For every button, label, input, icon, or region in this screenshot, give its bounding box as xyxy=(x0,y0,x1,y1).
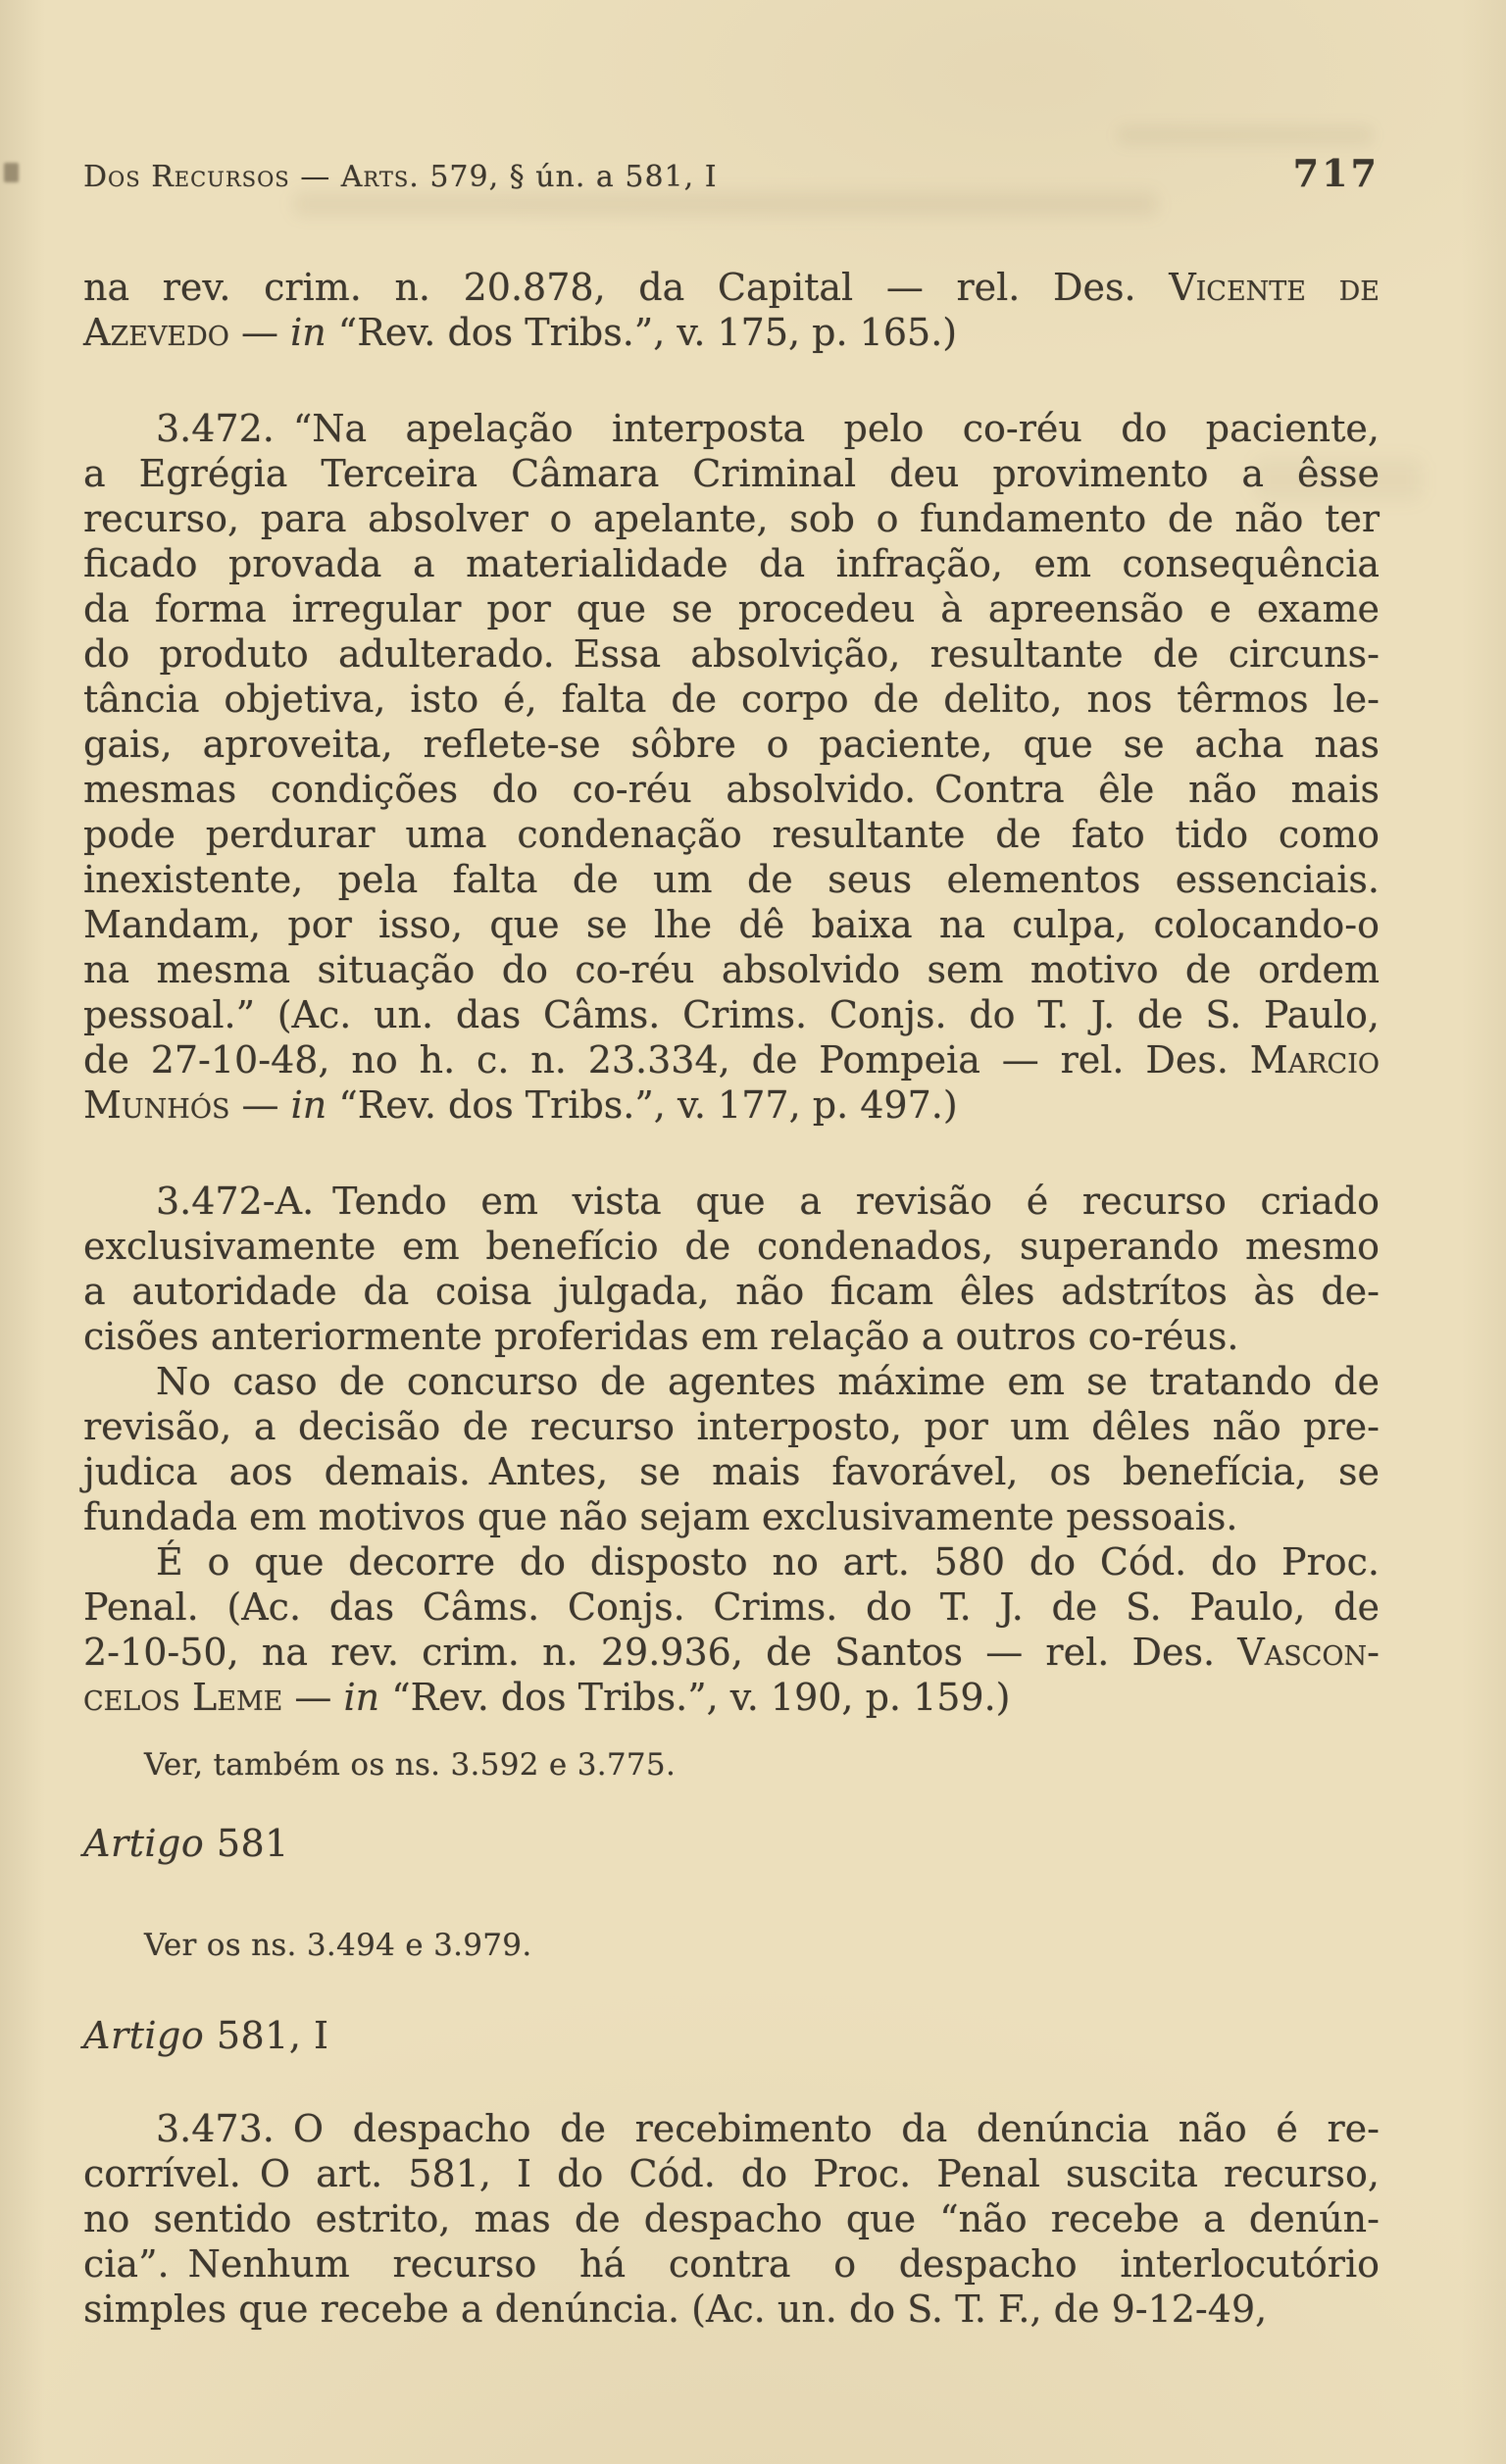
text-line xyxy=(83,1269,1380,1314)
text-segment: no sentido estrito, mas de despacho que “não recebe a denún- xyxy=(83,2197,1380,2240)
text-line xyxy=(83,1224,1380,1269)
text-segment: 581, I xyxy=(204,2014,329,2057)
paragraph-continuation xyxy=(83,265,1380,355)
text-line xyxy=(83,1675,1380,1720)
text-line xyxy=(83,722,1380,767)
text-line xyxy=(83,406,1380,451)
italic-text: Artigo xyxy=(83,2014,205,2057)
text-segment: 3.472-A. Tendo em vista que a revisão é recurso criado xyxy=(156,1180,1380,1223)
text-segment: — xyxy=(228,311,291,354)
scan-artifact xyxy=(4,163,19,182)
text-segment: — xyxy=(229,1083,291,1127)
smallcaps-text: Vascon- xyxy=(1237,1631,1380,1674)
text-segment: recurso, para absolver o apelante, sob o fundamento de não ter xyxy=(83,497,1380,540)
smallcaps-text: Dos Recursos xyxy=(83,160,290,194)
text-line xyxy=(83,1082,1380,1128)
text-segment: mesmas condições do co-réu absolvido. Contra êle não mais xyxy=(83,768,1380,811)
text-segment: É o que decorre do disposto no art. 580 do Cód. do Proc. xyxy=(156,1540,1380,1584)
text-line xyxy=(83,947,1380,992)
smallcaps-text: celos Leme xyxy=(83,1676,283,1719)
text-segment: “Rev. dos Tribs.”, v. 177, p. 497.) xyxy=(326,1083,958,1127)
text-line xyxy=(83,2151,1380,2196)
text-segment: do produto adulterado. Essa absolvição, resultante de circuns- xyxy=(83,632,1380,676)
paragraph-3473 xyxy=(83,2106,1380,2332)
text-line xyxy=(83,2287,1380,2332)
text-segment: 579, § ún. a 581, I xyxy=(419,160,718,194)
text-line xyxy=(83,1404,1380,1449)
text-line xyxy=(83,1037,1380,1082)
paragraph-3472-A xyxy=(83,1179,1380,1720)
italic-text: in xyxy=(290,1083,327,1127)
text-segment: a Egrégia Terceira Câmara Criminal deu provimento a êsse xyxy=(83,452,1380,495)
text-segment: corrível. O art. 581, I do Cód. do Proc. Penal suscita recurso, xyxy=(83,2152,1380,2195)
text-line xyxy=(83,1584,1380,1630)
text-line xyxy=(83,451,1380,496)
article-581-i-heading xyxy=(83,2012,1380,2059)
text-line xyxy=(83,631,1380,677)
text-segment: Mandam, por isso, que se lhe dê baixa na culpa, colocando-o xyxy=(83,903,1380,946)
text-line xyxy=(83,1179,1380,1224)
text-segment: simples que recebe a denúncia. (Ac. un. do S. T. F., de 9-12-49, xyxy=(83,2288,1268,2331)
text-segment: revisão, a decisão de recurso interposto, por um dêles não pre- xyxy=(83,1405,1380,1448)
text-line xyxy=(83,496,1380,541)
italic-text: in xyxy=(290,311,326,354)
text-segment: a autoridade da coisa julgada, não ficam êles adstrítos às de- xyxy=(83,1270,1380,1313)
text-segment: inexistente, pela falta de um de seus elementos essenciais. xyxy=(83,858,1380,901)
text-segment: cia”. Nenhum recurso há contra o despacho interlocutório xyxy=(83,2242,1380,2286)
text-line xyxy=(83,265,1380,310)
page-content xyxy=(83,0,1380,2332)
text-segment: gais, aproveita, reflete-se sôbre o paciente, que se acha nas xyxy=(83,723,1380,766)
text-line xyxy=(83,677,1380,722)
text-line xyxy=(83,2106,1380,2151)
text-line xyxy=(83,1449,1380,1494)
text-line xyxy=(83,902,1380,947)
text-segment: exclusivamente em benefício de condenados, superando mesmo xyxy=(83,1225,1380,1268)
text-segment: da forma irregular por que se procedeu à apreensão e exame xyxy=(83,587,1380,630)
text-line xyxy=(83,812,1380,857)
text-segment: fundada em motivos que não sejam exclusivamente pessoais. xyxy=(83,1495,1238,1538)
text-line xyxy=(83,2196,1380,2241)
italic-text: Artigo xyxy=(83,1822,205,1865)
page-number: 717 xyxy=(1292,151,1380,195)
text-line xyxy=(83,1630,1380,1675)
text-line xyxy=(83,857,1380,902)
italic-text: in xyxy=(343,1676,380,1719)
text-segment: — xyxy=(289,160,341,194)
text-segment: de 27-10-48, no h. c. n. 23.334, de Pompeia — rel. Des. xyxy=(83,1038,1250,1081)
text-segment: tância objetiva, isto é, falta de corpo de delito, nos têrmos le- xyxy=(83,678,1380,721)
smallcaps-text: Munhós xyxy=(83,1083,230,1127)
text-line xyxy=(83,767,1380,812)
text-segment: pode perdurar uma condenação resultante de fato tido como xyxy=(83,813,1380,856)
smallcaps-text: Vicente de xyxy=(1169,266,1380,309)
smallcaps-text: Arts. xyxy=(340,160,420,194)
text-segment: No caso de concurso de agentes máxime em se tratando de xyxy=(156,1360,1380,1403)
text-line xyxy=(83,1359,1380,1404)
text-segment: ficado provada a materialidade da infração, em consequência xyxy=(83,542,1380,585)
paragraph-3472 xyxy=(83,406,1380,1128)
text-segment: 2-10-50, na rev. crim. n. 29.936, de Santos — rel. Des. xyxy=(83,1631,1238,1674)
text-segment: na mesma situação do co-réu absolvido sem motivo de ordem xyxy=(83,948,1380,991)
text-line xyxy=(83,1539,1380,1584)
text-segment: Penal. (Ac. das Câms. Conjs. Crims. do T. J. de S. Paulo, de xyxy=(83,1585,1380,1629)
text-segment: “Rev. dos Tribs.”, v. 190, p. 159.) xyxy=(379,1676,1011,1719)
text-line xyxy=(83,541,1380,586)
smallcaps-text: Azevedo xyxy=(83,311,229,354)
smallcaps-text: Marcio xyxy=(1249,1038,1380,1081)
text-segment: pessoal.” (Ac. un. das Câms. Crims. Conjs. do T. J. de S. Paulo, xyxy=(83,993,1380,1036)
cross-reference-note: Ver, também os ns. 3.592 e 3.775. xyxy=(144,1747,677,1783)
text-segment: “Rev. dos Tribs.”, v. 175, p. 165.) xyxy=(326,311,958,354)
text-line xyxy=(83,1494,1380,1539)
article-581-heading xyxy=(83,1820,1380,1867)
text-segment: 3.472. “Na apelação interposta pelo co-réu do paciente, xyxy=(156,407,1380,450)
text-line xyxy=(83,310,1380,355)
text-segment: cisões anteriormente proferidas em relação a outros co-réus. xyxy=(83,1315,1239,1358)
text-segment: 581 xyxy=(204,1822,289,1865)
text-segment: na rev. crim. n. 20.878, da Capital — rel. Des. xyxy=(83,266,1170,309)
text-line xyxy=(83,992,1380,1037)
text-line xyxy=(83,586,1380,631)
text-segment: judica aos demais. Antes, se mais favorável, os benefícia, se xyxy=(83,1450,1380,1493)
cross-reference-note: Ver os ns. 3.494 e 3.979. xyxy=(144,1928,532,1963)
text-line xyxy=(83,2241,1380,2287)
text-segment: 3.473. O despacho de recebimento da denúncia não é re- xyxy=(156,2107,1380,2150)
text-segment: — xyxy=(282,1676,344,1719)
text-line xyxy=(83,1314,1380,1359)
